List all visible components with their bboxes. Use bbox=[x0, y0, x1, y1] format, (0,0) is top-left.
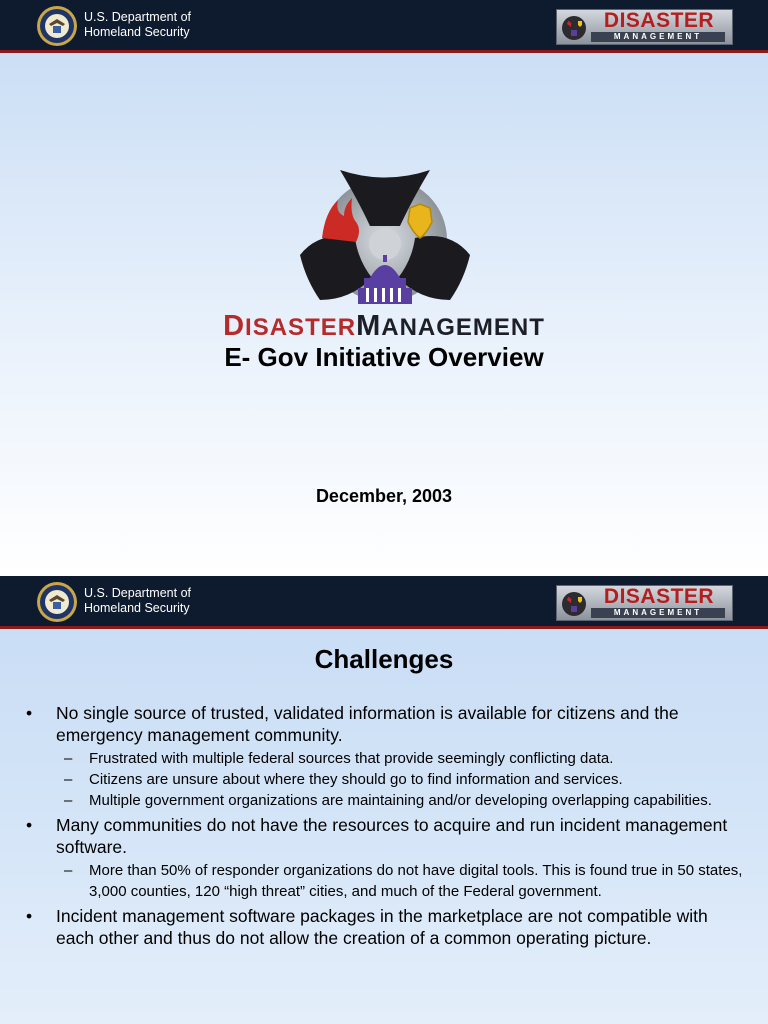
bullet-text: No single source of trusted, validated information is available for citizens and the emergency management community. bbox=[56, 703, 679, 745]
wordmark-isaster: ISASTER bbox=[245, 314, 357, 341]
sub-bullet-text: More than 50% of responder organizations do not have digital tools. This is found true in 50 states, 3,000 counties, 120 “high threat” cities, and much of the Federal government. bbox=[89, 862, 743, 900]
bullet-text: Many communities do not have the resources to acquire and run incident management software. bbox=[56, 815, 728, 857]
sub-bullet-list bbox=[26, 748, 746, 811]
badge-title: DISASTER bbox=[603, 9, 715, 32]
wordmark-m: M bbox=[356, 310, 382, 342]
disaster-management-wordmark bbox=[150, 310, 618, 343]
bullet-dot-icon: • bbox=[26, 815, 33, 835]
header-accent-line bbox=[0, 626, 768, 629]
sub-bullet-text: Citizens are unsure about where they should go to find information and services. bbox=[89, 771, 623, 788]
dhs-seal-icon bbox=[36, 5, 78, 47]
mini-logo-icon bbox=[560, 588, 588, 618]
challenges-slide bbox=[0, 576, 768, 1024]
dhs-line-2: Homeland Security bbox=[84, 25, 190, 39]
bullet-list bbox=[26, 702, 746, 951]
dhs-name bbox=[84, 586, 191, 616]
mini-logo-icon bbox=[560, 12, 588, 42]
dhs-line-1: U.S. Department of bbox=[84, 586, 191, 600]
badge-title: DISASTER bbox=[603, 585, 715, 608]
sub-bullet-item bbox=[26, 769, 746, 790]
dash-icon: – bbox=[64, 792, 73, 809]
dash-icon: – bbox=[64, 750, 73, 767]
bullet-item bbox=[26, 905, 746, 949]
badge-subtitle: MANAGEMENT bbox=[591, 608, 725, 618]
disaster-management-logo bbox=[300, 160, 470, 310]
dash-icon: – bbox=[64, 771, 73, 788]
bullet-item bbox=[26, 814, 746, 858]
slide-header bbox=[0, 576, 768, 626]
badge-subtitle: MANAGEMENT bbox=[591, 32, 725, 42]
dhs-line-2: Homeland Security bbox=[84, 601, 190, 615]
disaster-management-badge bbox=[556, 9, 733, 45]
slide-title: Challenges bbox=[314, 644, 454, 674]
sub-bullet-item bbox=[26, 860, 746, 902]
dhs-name bbox=[84, 10, 191, 40]
sub-bullet-list bbox=[26, 860, 746, 902]
header-accent-line bbox=[0, 50, 768, 53]
disaster-management-badge bbox=[556, 585, 733, 621]
bullet-dot-icon: • bbox=[26, 906, 33, 926]
wordmark-d: D bbox=[223, 310, 246, 342]
bullet-dot-icon: • bbox=[26, 703, 33, 723]
bullet-item bbox=[26, 702, 746, 746]
slide-date: December, 2003 bbox=[315, 486, 453, 506]
dhs-line-1: U.S. Department of bbox=[84, 10, 191, 24]
sub-bullet-text: Frustrated with multiple federal sources that provide seemingly conflicting data. bbox=[89, 750, 614, 767]
dhs-seal-icon bbox=[36, 581, 78, 623]
dash-icon: – bbox=[64, 862, 73, 879]
bullet-text: Incident management software packages in the marketplace are not compatible with each other and thus do not allow the creation of a common operating picture. bbox=[56, 906, 708, 948]
sub-bullet-item bbox=[26, 790, 746, 811]
sub-bullet-text: Multiple government organizations are maintaining and/or developing overlapping capabilities. bbox=[89, 792, 712, 809]
slide-subtitle: E- Gov Initiative Overview bbox=[224, 342, 544, 372]
wordmark-anagement: ANAGEMENT bbox=[381, 314, 545, 341]
sub-bullet-item bbox=[26, 748, 746, 769]
slide-header bbox=[0, 0, 768, 50]
